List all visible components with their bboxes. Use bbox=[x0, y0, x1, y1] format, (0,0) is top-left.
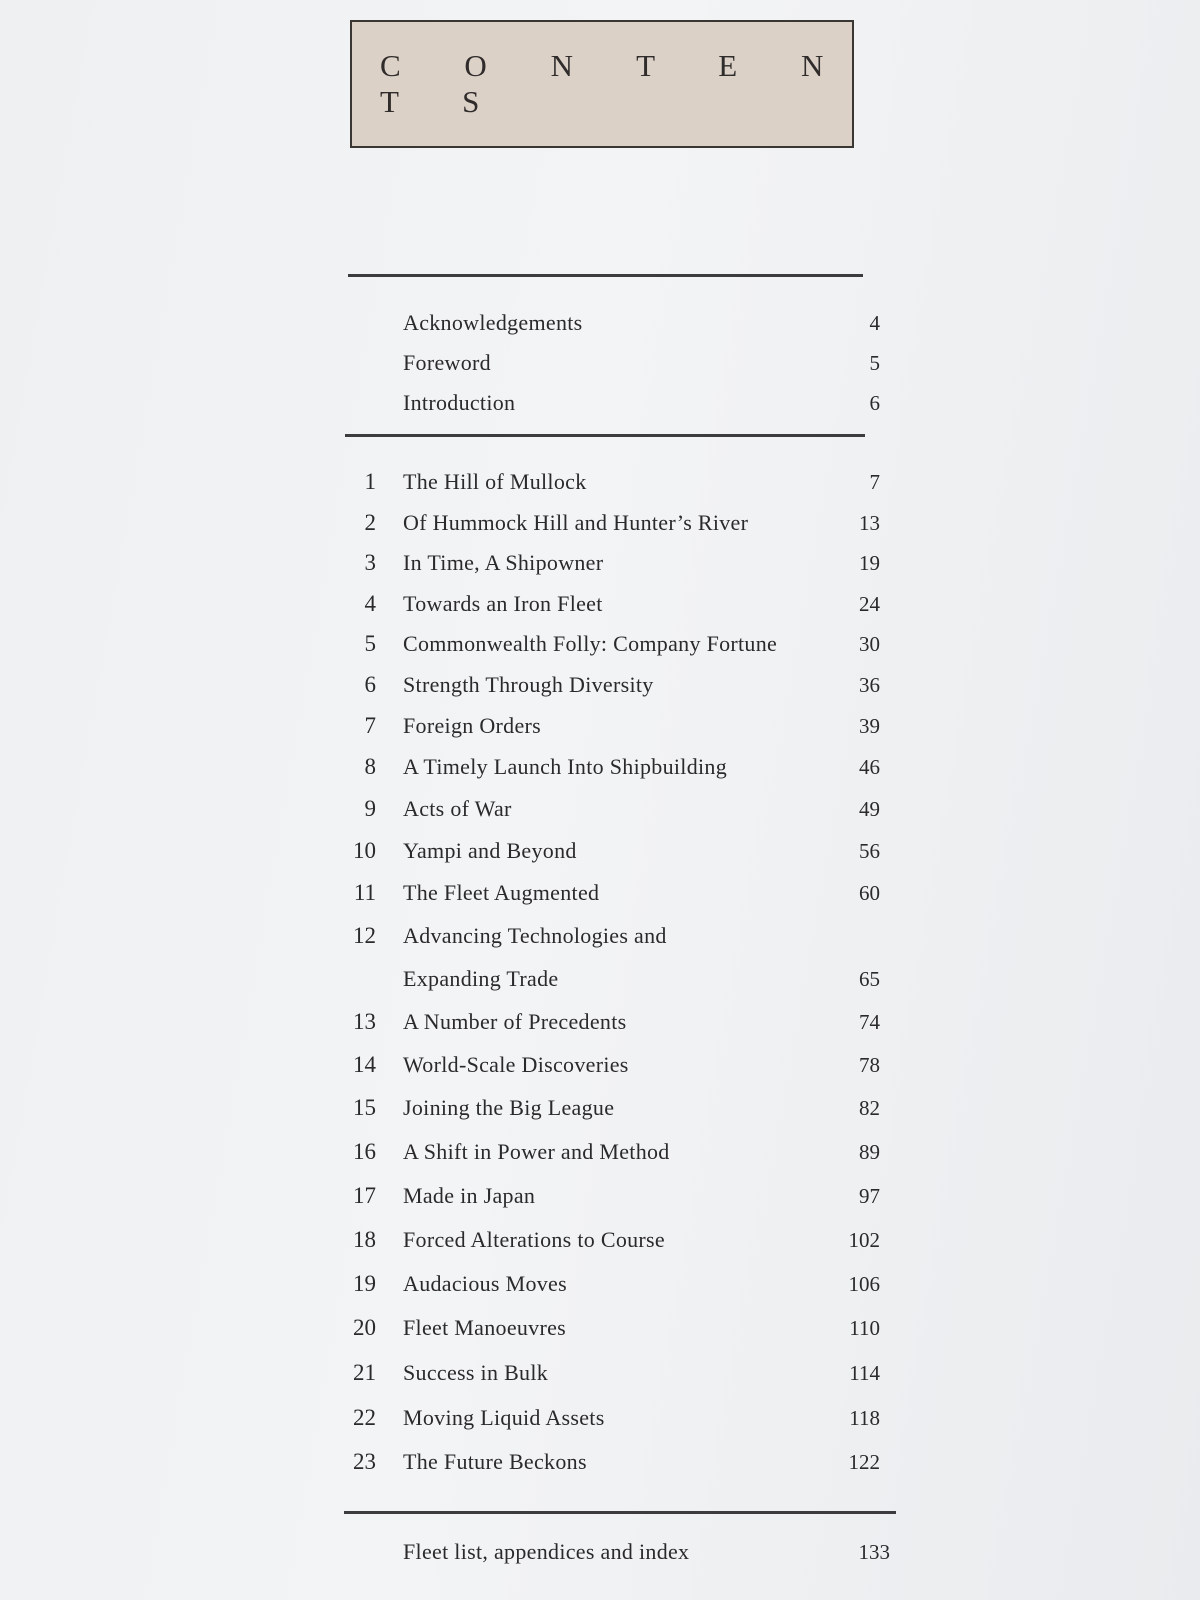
chapter-page: 7 bbox=[869, 470, 880, 494]
toc-entry-foreword[interactable] bbox=[340, 348, 880, 378]
entry-page: 133 bbox=[858, 1540, 890, 1564]
chapter-page: 30 bbox=[859, 632, 880, 656]
chapter-number: 2 bbox=[364, 510, 376, 535]
toc-entry-fleet-list[interactable] bbox=[340, 1537, 890, 1567]
chapter-title: Success in Bulk bbox=[403, 1360, 549, 1385]
chapter-number: 5 bbox=[364, 631, 376, 656]
chapter-title: Audacious Moves bbox=[403, 1271, 567, 1296]
chapter-title: Foreign Orders bbox=[403, 713, 542, 738]
chapter-number: 15 bbox=[353, 1095, 376, 1120]
chapter-number: 3 bbox=[364, 550, 376, 575]
chapter-page: 82 bbox=[859, 1096, 880, 1120]
toc-chapter-22[interactable] bbox=[340, 1403, 880, 1433]
chapter-title: In Time, A Shipowner bbox=[403, 550, 604, 575]
toc-chapter-11[interactable] bbox=[340, 878, 880, 908]
toc-chapter-20[interactable] bbox=[340, 1313, 880, 1343]
chapter-page: 118 bbox=[849, 1406, 880, 1430]
toc-chapter-4[interactable] bbox=[340, 589, 880, 619]
chapter-title: Towards an Iron Fleet bbox=[403, 591, 603, 616]
divider-top bbox=[348, 274, 863, 277]
chapter-title: World-Scale Discoveries bbox=[403, 1052, 629, 1077]
toc-entry-introduction[interactable] bbox=[340, 388, 880, 418]
chapter-page: 102 bbox=[848, 1228, 880, 1252]
chapter-title: A Number of Precedents bbox=[403, 1009, 627, 1034]
toc-chapter-23[interactable] bbox=[340, 1447, 880, 1477]
toc-chapter-18[interactable] bbox=[340, 1225, 880, 1255]
chapter-number: 12 bbox=[353, 923, 376, 948]
chapter-title: The Hill of Mullock bbox=[403, 469, 587, 494]
toc-chapter-12-continued[interactable] bbox=[340, 964, 880, 994]
entry-title: Introduction bbox=[403, 390, 516, 415]
chapter-page: 49 bbox=[859, 797, 880, 821]
toc-chapter-16[interactable] bbox=[340, 1137, 880, 1167]
toc-chapter-1[interactable] bbox=[340, 467, 880, 497]
toc-chapter-15[interactable] bbox=[340, 1093, 880, 1123]
chapter-page: 74 bbox=[859, 1010, 880, 1034]
chapter-number: 13 bbox=[353, 1009, 376, 1034]
chapter-number: 6 bbox=[364, 672, 376, 697]
chapter-number: 19 bbox=[353, 1271, 376, 1296]
chapter-number: 22 bbox=[353, 1405, 376, 1430]
chapter-page: 122 bbox=[848, 1450, 880, 1474]
toc-chapter-7[interactable] bbox=[340, 711, 880, 741]
chapter-number: 7 bbox=[364, 713, 376, 738]
entry-page: 5 bbox=[869, 351, 880, 375]
chapter-number: 16 bbox=[353, 1139, 376, 1164]
toc-chapter-12[interactable] bbox=[340, 921, 880, 951]
toc-chapter-9[interactable] bbox=[340, 794, 880, 824]
chapter-number: 21 bbox=[353, 1360, 376, 1385]
chapter-number: 8 bbox=[364, 754, 376, 779]
chapter-title-continued: Expanding Trade bbox=[403, 966, 559, 991]
chapter-title: The Future Beckons bbox=[403, 1449, 587, 1474]
chapter-title: Commonwealth Folly: Company Fortune bbox=[403, 631, 778, 656]
chapter-page: 65 bbox=[859, 967, 880, 991]
toc-chapter-5[interactable] bbox=[340, 629, 880, 659]
toc-chapter-13[interactable] bbox=[340, 1007, 880, 1037]
chapter-title: Joining the Big League bbox=[403, 1095, 615, 1120]
toc-entry-acknowledgements[interactable] bbox=[340, 308, 880, 338]
chapter-page: 114 bbox=[849, 1361, 880, 1385]
divider-middle bbox=[345, 434, 865, 437]
chapter-title: Forced Alterations to Course bbox=[403, 1227, 665, 1252]
chapter-page: 46 bbox=[859, 755, 880, 779]
toc-chapter-21[interactable] bbox=[340, 1358, 880, 1388]
chapter-title: A Timely Launch Into Shipbuilding bbox=[403, 754, 728, 779]
chapter-title: Yampi and Beyond bbox=[403, 838, 577, 863]
chapter-number: 14 bbox=[353, 1052, 376, 1077]
chapter-number: 18 bbox=[353, 1227, 376, 1252]
chapter-page: 60 bbox=[859, 881, 880, 905]
chapter-title: The Fleet Augmented bbox=[403, 880, 600, 905]
chapter-title: Of Hummock Hill and Hunter’s River bbox=[403, 510, 749, 535]
chapter-title: Fleet Manoeuvres bbox=[403, 1315, 567, 1340]
chapter-page: 56 bbox=[859, 839, 880, 863]
chapter-number: 1 bbox=[364, 469, 376, 494]
toc-chapter-17[interactable] bbox=[340, 1181, 880, 1211]
chapter-number: 9 bbox=[364, 796, 376, 821]
chapter-number: 11 bbox=[353, 880, 376, 905]
chapter-page: 36 bbox=[859, 673, 880, 697]
chapter-page: 78 bbox=[859, 1053, 880, 1077]
toc-chapter-19[interactable] bbox=[340, 1269, 880, 1299]
chapter-number: 20 bbox=[353, 1315, 376, 1340]
toc-chapter-2[interactable] bbox=[340, 508, 880, 538]
chapter-title: Acts of War bbox=[403, 796, 512, 821]
toc-chapter-14[interactable] bbox=[340, 1050, 880, 1080]
chapter-number: 4 bbox=[364, 591, 376, 616]
chapter-page: 39 bbox=[859, 714, 880, 738]
chapter-page: 89 bbox=[859, 1140, 880, 1164]
chapter-title: Moving Liquid Assets bbox=[403, 1405, 605, 1430]
toc-chapter-3[interactable] bbox=[340, 548, 880, 578]
chapter-page: 110 bbox=[849, 1316, 880, 1340]
chapter-number: 23 bbox=[353, 1449, 376, 1474]
entry-title: Foreword bbox=[403, 350, 491, 375]
entry-page: 6 bbox=[869, 391, 880, 415]
entry-title: Acknowledgements bbox=[403, 310, 583, 335]
chapter-title: A Shift in Power and Method bbox=[403, 1139, 670, 1164]
chapter-number: 10 bbox=[353, 838, 376, 863]
chapter-page: 19 bbox=[859, 551, 880, 575]
chapter-title: Advancing Technologies and bbox=[403, 923, 667, 948]
entry-title: Fleet list, appendices and index bbox=[403, 1539, 690, 1564]
toc-chapter-8[interactable] bbox=[340, 752, 880, 782]
contents-heading-box bbox=[350, 20, 854, 148]
chapter-page: 13 bbox=[859, 511, 880, 535]
chapter-title: Strength Through Diversity bbox=[403, 672, 654, 697]
contents-heading: C O N T E N T S bbox=[380, 48, 852, 119]
toc-chapter-10[interactable] bbox=[340, 836, 880, 866]
entry-page: 4 bbox=[869, 311, 880, 335]
chapter-page: 97 bbox=[859, 1184, 880, 1208]
chapter-number: 17 bbox=[353, 1183, 376, 1208]
chapter-page: 24 bbox=[859, 592, 880, 616]
chapter-title: Made in Japan bbox=[403, 1183, 536, 1208]
toc-chapter-6[interactable] bbox=[340, 670, 880, 700]
chapter-page: 106 bbox=[848, 1272, 880, 1296]
divider-bottom bbox=[344, 1511, 896, 1514]
